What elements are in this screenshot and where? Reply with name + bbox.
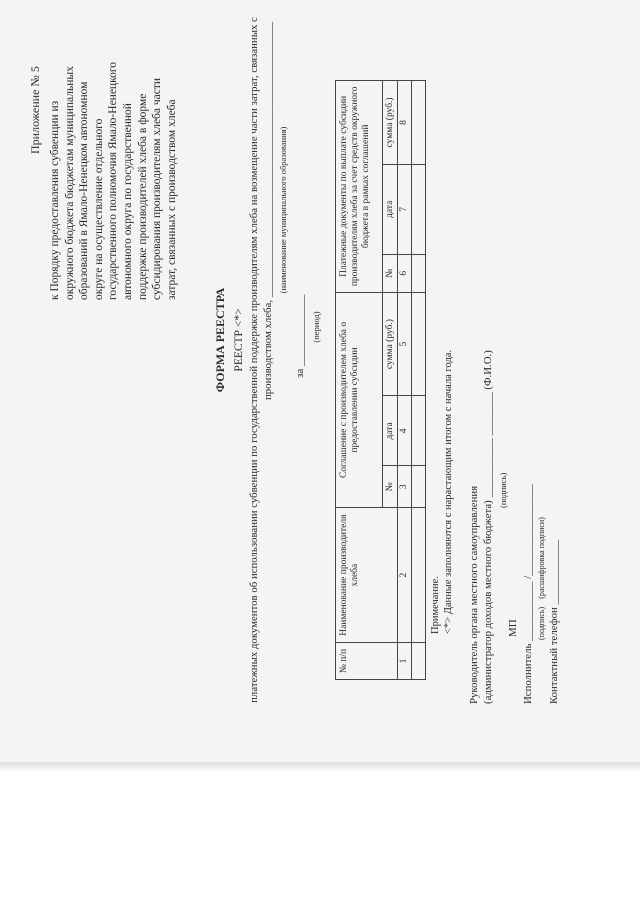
subheader-agreement-sum: сумма (руб.) [383, 292, 398, 396]
header-agreement: Соглашение с производителем хлеба о предоставлении субсидии [336, 292, 383, 508]
note-label: Примечание. [430, 576, 441, 634]
column-number-cell: 1 [398, 643, 412, 680]
empty-cell [412, 643, 426, 680]
empty-cell [412, 81, 426, 165]
column-number-cell: 3 [398, 466, 412, 508]
table-column-numbers-row [398, 81, 412, 680]
empty-cell [412, 396, 426, 466]
empty-cell [412, 292, 426, 396]
subheader-payment-sum: сумма (руб.) [383, 81, 398, 165]
subheader-agreement-number: № [383, 466, 398, 508]
column-number-cell: 8 [398, 81, 412, 165]
registry-line-2: производством хлеба, ___________________________________________________ [262, 21, 274, 400]
table-empty-row [412, 81, 426, 680]
empty-cell [412, 254, 426, 292]
table-header-row [336, 81, 383, 680]
column-number-cell: 2 [398, 508, 412, 643]
registry-table [335, 80, 426, 680]
registry-line-1: платежных документов об использовании субвенции по государственной поддержке производителям хлеба на возмещение части затрат, связанных с [248, 17, 260, 703]
executor-line: Исполнитель ___________ /_________________ [522, 484, 534, 704]
period-caption: (период) [311, 311, 321, 343]
subheader-agreement-date: дата [383, 396, 398, 466]
column-number-cell: 5 [398, 292, 412, 396]
registry-title: РЕЕСТР <*> [233, 308, 245, 372]
column-number-cell: 6 [398, 254, 412, 292]
stamp-label: МП [507, 619, 519, 637]
empty-cell [412, 508, 426, 643]
appendix-text: к Порядку предоставления субвенции из окружного бюджета бюджетам муниципальных образований в Ямало-Ненецком автономном округе на осуществление отдельного государственного полномочия Ямало-Ненецкого автономного округа по государственной поддержке производителей хлеба в форме субсидирования производителям хлеба части затрат, связанных с производством хлеба [49, 61, 178, 300]
note-text: <*> Данные заполняются с нарастающим итогом с начала года. [443, 349, 454, 634]
appendix-number: Приложение № 5 [28, 66, 42, 154]
form-title: ФОРМА РЕЕСТРА [213, 287, 227, 393]
empty-cell [412, 164, 426, 254]
executor-captions: (подпись) (расшифровка подписи) [537, 517, 546, 640]
subheader-payment-date: дата [383, 164, 398, 254]
head-signature-line-2: (администратор доходов местного бюджета) ___________ ________ (Ф.И.О.) [482, 350, 494, 704]
municipality-caption: (наименование муниципального образования) [278, 126, 288, 294]
column-number-cell: 4 [398, 396, 412, 466]
period-line: за _____________ [294, 294, 306, 378]
header-producer-name: Наименование производителя хлеба [336, 508, 398, 643]
column-number-cell: 7 [398, 164, 412, 254]
header-payment-documents: Платежные документы по выплате субсидии производителям хлеба за счет средств окружного бюджета в рамках соглашений [336, 81, 383, 293]
contact-phone: Контактный телефон ____________ [548, 539, 560, 704]
signature-caption: (подпись) [498, 472, 508, 508]
subheader-payment-number: № [383, 254, 398, 292]
header-row-number: № п/п [336, 643, 398, 680]
empty-cell [412, 466, 426, 508]
head-signature-line-1: Руководитель органа местного самоуправления [468, 485, 480, 704]
